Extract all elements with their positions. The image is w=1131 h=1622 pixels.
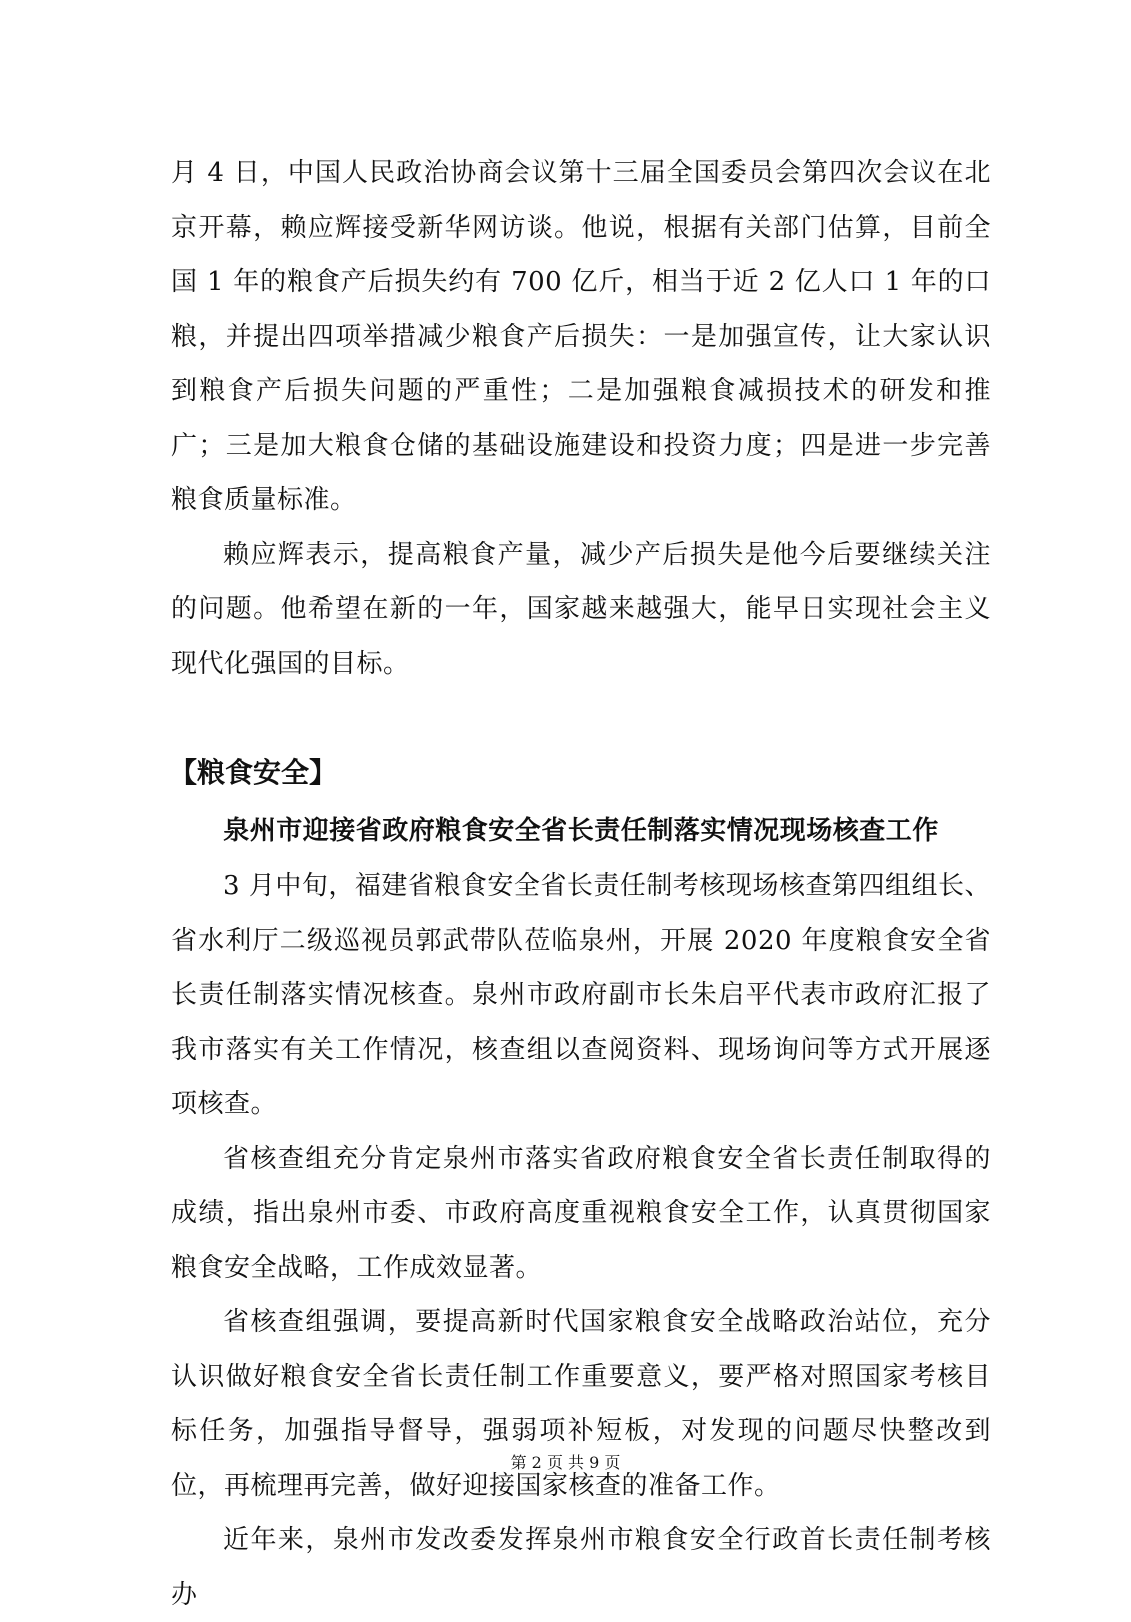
document-body [171, 146, 991, 1622]
paragraph: 省核查组强调，要提高新时代国家粮食安全战略政治站位，充分认识做好粮食安全省长责任制工作重要意义，要严格对照国家考核目标任务，加强指导督导，强弱项补短板，对发现的问题尽快整改到位，再梳理再完善，做好迎接国家核查的准备工作。 [171, 1307, 991, 1501]
paragraph: 3 月中旬，福建省粮食安全省长责任制考核现场核查第四组组长、省水利厅二级巡视员郭武带队莅临泉州，开展 2020 年度粮食安全省长责任制落实情况核查。泉州市政府副市长朱启平代表市政府汇报了我市落实有关工作情况，核查组以查阅资料、现场询问等方式开展逐项核查。 [171, 871, 991, 1119]
paragraph-truncated: 近年来，泉州市发改委发挥泉州市粮食安全行政首长责任制考核办 [171, 1525, 991, 1610]
paragraph-continued: 月 4 日，中国人民政治协商会议第十三届全国委员会第四次会议在北京开幕，赖应辉接受新华网访谈。他说，根据有关部门估算，目前全国 1 年的粮食产后损失约有 700 亿斤，相当于近 2 亿人口 1 年的口粮，并提出四项举措减少粮食产后损失：一是加强宣传，让大家认识到粮食产后损失问题的严重性；二是加强粮食减损技术的研发和推广；三是加大粮食仓储的基础设施建设和投资力度；四是进一步完善粮食质量标准。 [171, 158, 991, 515]
page-number-label: 第 2 页 共 9 页 [510, 1453, 621, 1472]
page-footer [0, 1452, 1131, 1474]
section-heading: 【粮食安全】 [169, 756, 338, 789]
paragraph: 省核查组充分肯定泉州市落实省政府粮食安全省长责任制取得的成绩，指出泉州市委、市政府高度重视粮食安全工作，认真贯彻国家粮食安全战略，工作成效显著。 [171, 1143, 991, 1283]
article-title: 泉州市迎接省政府粮食安全省长责任制落实情况现场核查工作 [223, 816, 939, 846]
paragraph: 赖应辉表示，提高粮食产量，减少产后损失是他今后要继续关注的问题。他希望在新的一年，国家越来越强大，能早日实现社会主义现代化强国的目标。 [171, 539, 991, 679]
